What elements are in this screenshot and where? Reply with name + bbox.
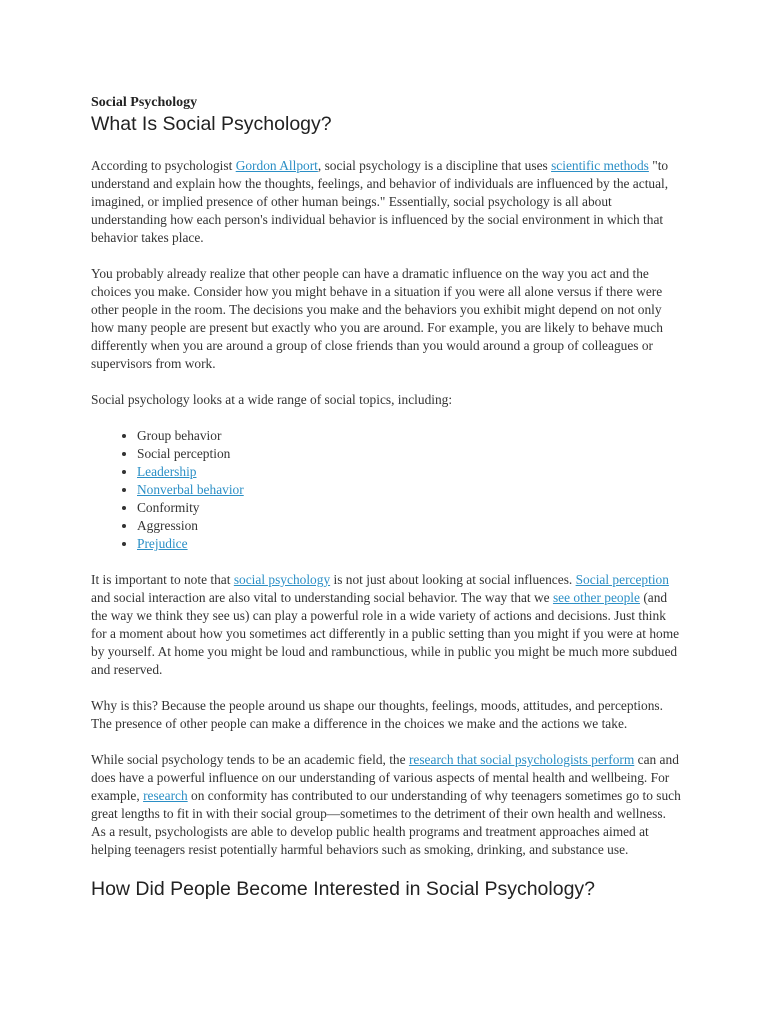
paragraph-text: While social psychology tends to be an academic field, the: [91, 752, 409, 767]
section-heading-history: How Did People Become Interested in Social Psychology?: [91, 878, 596, 900]
paragraph-text: According to psychologist: [91, 158, 236, 173]
paragraph-topics-intro: Social psychology looks at a wide range of social topics, including:: [91, 392, 453, 407]
paragraph-text: on conformity has contributed to our understanding of why teenagers sometimes go to such great lengths to fit in with their social group—sometimes to the detriment of their own health and wellness. As a result, psychologists are able to develop public health programs and treatment approaches aimed at helping teenagers resist potentially harmful behaviors such as smoking, drinking, and substance use.: [91, 788, 681, 857]
document-title: Social Psychology: [91, 95, 198, 110]
link-gordon-allport[interactable]: Gordon Allport: [235, 158, 318, 173]
paragraph-research: [91, 751, 681, 859]
topics-list: [91, 427, 681, 553]
topic-link[interactable]: Nonverbal behavior: [137, 482, 244, 497]
link-see-other-people[interactable]: see other people: [552, 590, 640, 605]
link-scientific-methods[interactable]: scientific methods: [551, 158, 649, 173]
paragraph-why: Why is this? Because the people around us shape our thoughts, feelings, moods, attitudes, and perceptions. The presence of other people can make a difference in the choices we make and the actions we take.: [91, 698, 663, 731]
link-social-perception[interactable]: Social perception: [575, 572, 669, 587]
topic-list-item[interactable]: [137, 463, 681, 481]
link-research[interactable]: research: [143, 788, 188, 803]
paragraph-text: , social psychology is a discipline that uses: [317, 158, 552, 173]
document-body: [91, 94, 681, 901]
topic-list-item: [137, 445, 681, 463]
paragraph-social-perception: [91, 571, 681, 679]
topic-label: Social perception: [137, 446, 231, 461]
paragraph-influence: You probably already realize that other people can have a dramatic influence on the way you act and the choices you make. Consider how you might behave in a situation if you were all alone versus if there were other people in the room. The decisions you make and the behaviors you exhibit might depend on not only how many people are present but exactly who you are around. For example, you are likely to behave much differently when you are around a group of close friends than you would around a group of colleagues or supervisors from work.: [91, 266, 663, 371]
paragraph-text: is not just about looking at social influences.: [330, 572, 576, 587]
topic-label: Conformity: [137, 500, 200, 515]
paragraph-text: (and the way we think they see us) can play a powerful role in a wide variety of actions and decisions. Just think for a moment about how you sometimes act differently in a public setting than you might if you were at home by yourself. At home you might be loud and rambunctious, while in public you might be much more subdued and reserved.: [91, 590, 680, 677]
paragraph-definition: [91, 157, 681, 247]
topic-link[interactable]: Prejudice: [137, 536, 188, 551]
paragraph-text: It is important to note that: [91, 572, 234, 587]
section-heading-what-is: What Is Social Psychology?: [91, 113, 332, 135]
topic-link[interactable]: Leadership: [137, 464, 197, 479]
topic-list-item: [137, 499, 681, 517]
paragraph-text: can and does have a powerful influence on our understanding of various aspects of mental health and wellbeing. For example,: [91, 752, 679, 803]
link-research-perform[interactable]: research that social psychologists perform: [408, 752, 635, 767]
topic-list-item[interactable]: [137, 481, 681, 499]
paragraph-text: and social interaction are also vital to understanding social behavior. The way that we: [91, 590, 553, 605]
topic-list-item: [137, 427, 681, 445]
topic-label: Group behavior: [137, 428, 222, 443]
link-social-psychology[interactable]: social psychology: [233, 572, 331, 587]
topic-list-item[interactable]: [137, 535, 681, 553]
topic-label: Aggression: [137, 518, 198, 533]
paragraph-text: "to understand and explain how the thoughts, feelings, and behavior of individuals are influenced by the actual, imagined, or implied presence of other human beings." Essentially, social psychology is all about understanding how each person's individual behavior is influenced by the social environment in which that behavior takes place.: [91, 158, 669, 245]
topic-list-item: [137, 517, 681, 535]
